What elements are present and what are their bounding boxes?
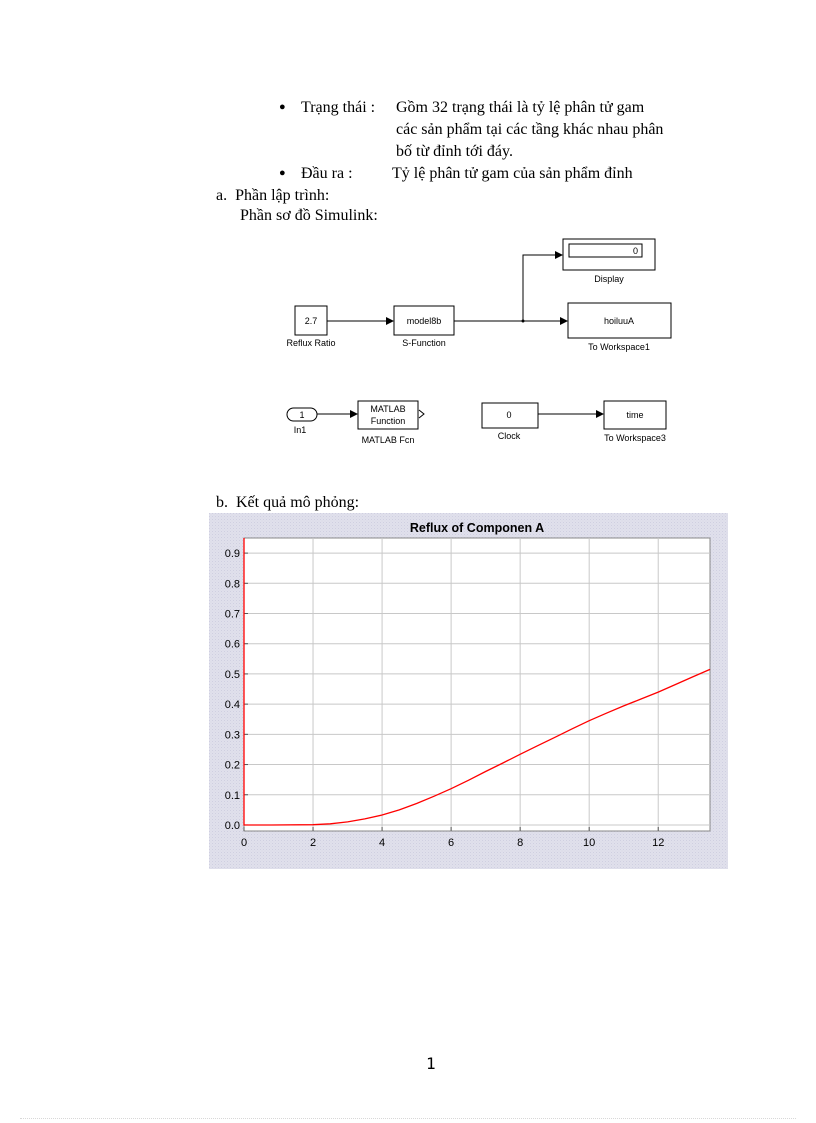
x-tick-label: 8 (517, 837, 524, 849)
y-tick-label: 0.9 (224, 548, 240, 561)
x-tick-label: 4 (379, 837, 386, 849)
s-function-value: model8b (406, 316, 442, 326)
y-tick-label: 0.4 (224, 699, 240, 712)
to-workspace3-label: To Workspace3 (604, 433, 666, 443)
bullet-2-label: Đầu ra : (301, 165, 353, 182)
reflux-ratio-label: Reflux Ratio (286, 338, 336, 348)
clock-label: Clock (497, 431, 521, 441)
chart-title: Reflux of Componen A (409, 521, 545, 535)
x-tick-label: 12 (652, 837, 665, 849)
section-a-title: a. Phần lập trình: (216, 187, 330, 204)
in1-label: In1 (293, 425, 307, 435)
y-tick-label: 0.8 (224, 578, 240, 591)
page-number: 1 (426, 1054, 436, 1073)
y-tick-label: 0.6 (224, 638, 240, 651)
branch-point (522, 320, 525, 323)
matlab-fcn-label: MATLAB Fcn (361, 435, 415, 445)
section-a-subtitle: Phần sơ đồ Simulink: (240, 207, 378, 224)
bullet-1-line-1: Gồm 32 trạng thái là tỷ lệ phân tử gam (396, 99, 645, 116)
display-label: Display (594, 274, 624, 284)
display-value: 0 (632, 246, 638, 256)
s-function-label: S-Function (402, 338, 446, 348)
reflux-chart (209, 513, 728, 869)
simulink-diagram (0, 0, 816, 470)
signal-branch-to-display (523, 255, 562, 321)
clock-value: 0 (506, 410, 512, 420)
y-tick-label: 0.7 (224, 608, 240, 621)
bullet-dot: ● (279, 167, 286, 179)
matlab-fcn-line2: Function (370, 416, 406, 426)
y-tick-label: 0.2 (224, 759, 240, 772)
display-screen (569, 244, 642, 257)
bullet-2-line-1: Tỷ lệ phân tử gam của sản phẩm đỉnh (392, 165, 633, 182)
matlab-fcn-output-port (419, 410, 424, 418)
to-workspace1-value: hoiluuA (603, 316, 635, 326)
y-tick-label: 0.5 (224, 668, 240, 681)
in1-value: 1 (299, 410, 305, 420)
matlab-fcn-line1: MATLAB (370, 404, 406, 414)
bullet-1-line-3: bố từ đỉnh tới đáy. (396, 143, 513, 160)
to-workspace1-label: To Workspace1 (588, 342, 650, 352)
x-tick-label: 6 (448, 837, 455, 849)
y-tick-label: 0.1 (224, 789, 240, 802)
to-workspace3-value: time (626, 410, 644, 420)
x-tick-label: 10 (583, 837, 596, 849)
bullet-dot: ● (279, 101, 286, 113)
section-b-title: b. Kết quả mô phỏng: (216, 494, 360, 511)
x-tick-label: 0 (240, 837, 248, 849)
y-tick-label: 0.3 (224, 729, 240, 742)
reflux-ratio-value: 2.7 (304, 316, 318, 326)
plot-area (244, 538, 710, 831)
bullet-1-label: Trạng thái : (301, 99, 376, 116)
y-tick-label: 0.0 (224, 819, 240, 832)
bullet-1-line-2: các sản phẩm tại các tầng khác nhau phân (396, 121, 664, 138)
footer-divider (20, 1118, 796, 1119)
x-tick-label: 2 (309, 837, 317, 849)
